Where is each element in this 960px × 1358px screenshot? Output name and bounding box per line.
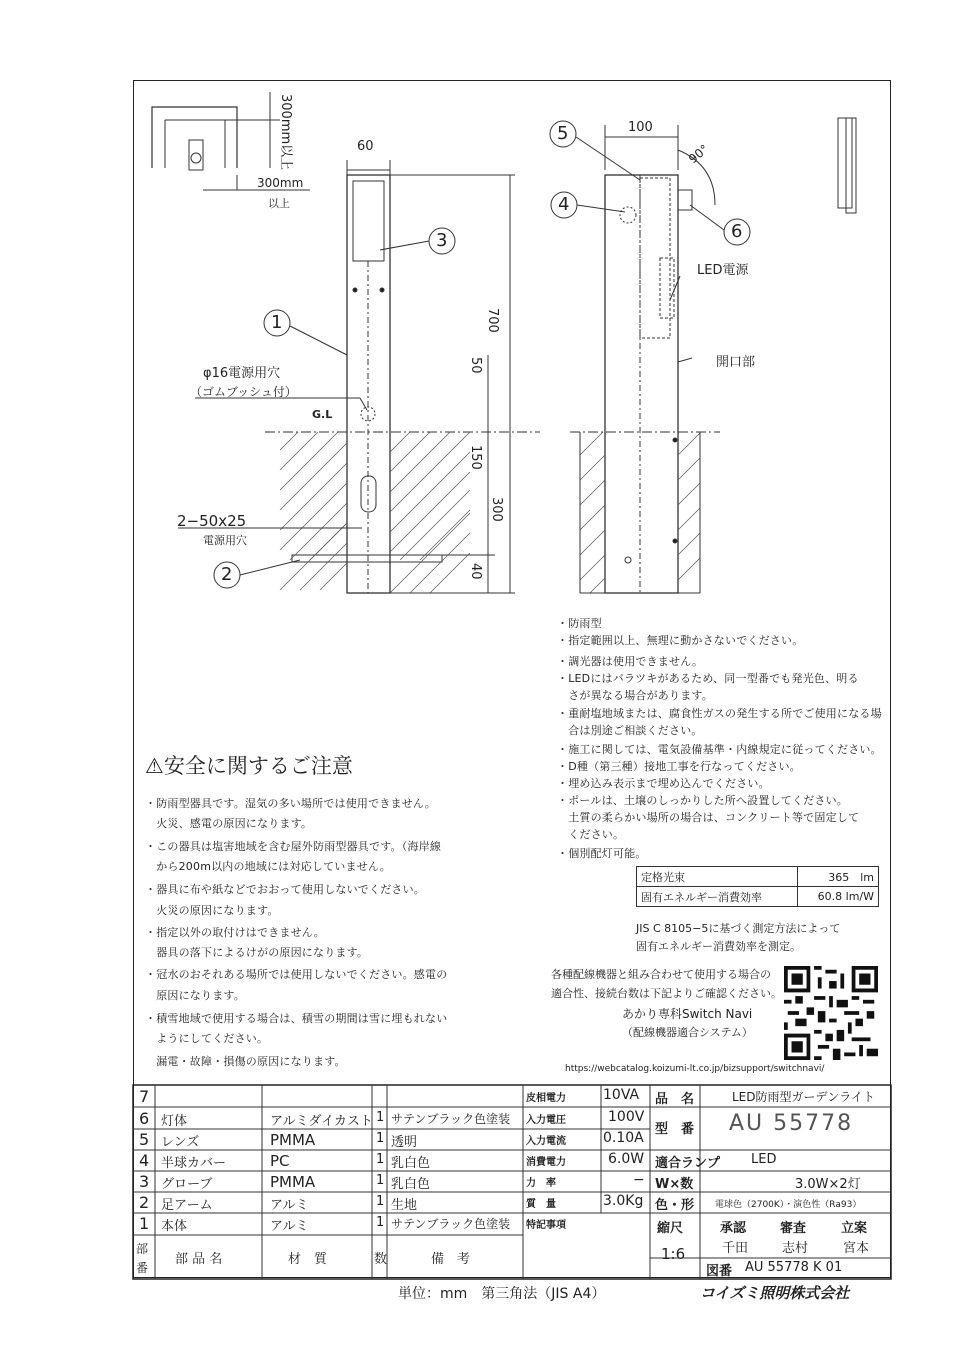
note-line: ・埋め込み表示まで埋め込んでください。 <box>557 777 770 790</box>
switch-url[interactable]: https://webcatalog.koizumi-lt.co.jp/bizsupport/switchnavi/ <box>565 1064 825 1074</box>
elec-label: 質 量 <box>526 1199 556 1210</box>
dim-width-100: 100 <box>628 120 653 135</box>
parts-header-note: 備 考 <box>431 1252 471 1267</box>
drawing-no-value: AU 55778 K 01 <box>745 1260 843 1275</box>
elec-value: 3.0Kg <box>603 1193 644 1209</box>
part-name: グローブ <box>161 1177 213 1192</box>
caution-line: ・器具に布や紙などでおおって使用しないでください。 <box>145 883 425 896</box>
company-name: コイズミ照明株式会社 <box>700 1284 850 1302</box>
spec-row <box>637 887 879 907</box>
color-value: 電球色（2700K）・演色性（Ra93） <box>715 1200 862 1210</box>
note-line: さが異なる場合があります。 <box>557 689 713 702</box>
part-no: 2 <box>139 1193 150 1212</box>
note-line: 土質の柔らかい場所の場合は、コンクリート等で固定して <box>557 811 860 824</box>
note-line: ・施工に関しては、電気設備基準・内線規定に従ってください。 <box>557 743 882 756</box>
note-line: ・防雨型 <box>557 617 602 630</box>
gl-label: G.L <box>312 408 333 421</box>
elec-label: 入力電流 <box>526 1136 566 1147</box>
model-value: AU 55778 <box>729 1111 854 1136</box>
parts-header-name: 部 品 名 <box>175 1252 223 1267</box>
install-clearance-h-sub: 以上 <box>268 197 290 210</box>
review-label: 審査 <box>780 1221 807 1236</box>
angle-90: 90° <box>685 141 712 167</box>
draft-name: 宮本 <box>843 1241 870 1256</box>
switch-line: あかり専科Switch Navi <box>622 1007 753 1021</box>
units-note: 単位：mm 第三角法（JIS A4） <box>398 1286 606 1302</box>
watt-value: 3.0W×2灯 <box>795 1177 861 1192</box>
elec-value: 6.0W <box>608 1151 645 1167</box>
part-no: 5 <box>139 1130 150 1149</box>
qr-code-icon <box>784 966 878 1060</box>
parts-header-no: 部番 <box>136 1242 149 1275</box>
part-qty: 1 <box>376 1152 385 1167</box>
part-material: アルミダイカスト <box>270 1114 373 1129</box>
caution-line: ・指定以外の取付けはできません。 <box>145 926 325 939</box>
parts-header-material: 材 質 <box>288 1252 328 1267</box>
install-clearance-v: 300mm以上 <box>278 94 293 171</box>
elec-label: 消費電力 <box>526 1157 566 1168</box>
spec-value: 60.8 lm/W <box>798 887 879 907</box>
part-no: 6 <box>139 1109 150 1128</box>
part-note: 乳白色 <box>391 1156 431 1171</box>
dim-300: 300 <box>489 497 504 522</box>
caution-line: 器具の落下によるけがの原因になります。 <box>145 946 369 959</box>
spec-label: 固有エネルギー消費効率 <box>637 887 798 907</box>
review-name: 志村 <box>782 1241 809 1256</box>
scale-label: 縮尺 <box>657 1221 684 1236</box>
hole-label: φ16電源用穴 <box>203 366 281 381</box>
part-note: 生地 <box>391 1198 418 1213</box>
hole-sub-label: （ゴムブッシュ付） <box>190 385 297 399</box>
part-name: 本体 <box>161 1219 188 1234</box>
caution-line: ようにしてください。 <box>145 1032 269 1045</box>
approve-name: 千田 <box>722 1241 749 1256</box>
switch-line: （配線機器適合システム） <box>622 1026 753 1039</box>
part-material: PMMA <box>270 1131 316 1149</box>
caution-line: から200m以内の地域には対応していません。 <box>145 860 391 873</box>
callout-3: 3 <box>436 230 448 251</box>
part-no: 7 <box>139 1087 150 1106</box>
part-name: 半球カバー <box>161 1156 227 1171</box>
model-label: 型 番 <box>655 1122 695 1137</box>
caution-line: 火災の原因になります。 <box>145 904 279 917</box>
switch-line: 各種配線機器と組み合わせて使用する場合の <box>551 968 771 981</box>
dim-40: 40 <box>468 563 483 580</box>
note-line: ・LEDにはバラツキがあるため、同一型番でも発光色、明る <box>557 672 859 685</box>
callout-4: 4 <box>558 194 570 215</box>
led-power-label: LED電源 <box>697 263 749 278</box>
caution-line: 原因になります。 <box>145 989 245 1002</box>
elec-label: 力 率 <box>526 1178 556 1189</box>
draft-label: 立案 <box>841 1221 868 1236</box>
elec-value: 100V <box>608 1109 645 1125</box>
part-no: 3 <box>139 1172 150 1191</box>
color-label: 色・形 <box>655 1198 695 1213</box>
title-block <box>133 1085 891 1279</box>
part-material: アルミ <box>270 1219 309 1234</box>
slot-sub-label: 電源用穴 <box>203 534 247 547</box>
approve-label: 承認 <box>720 1221 747 1236</box>
part-material: アルミ <box>270 1198 309 1213</box>
elec-value: − <box>633 1172 645 1188</box>
dim-150: 150 <box>468 445 483 470</box>
scale-value: 1:6 <box>661 1245 686 1263</box>
parts-header-qty: 数 <box>374 1252 388 1267</box>
spec-note: 固有エネルギー消費効率を測定。 <box>636 940 801 953</box>
note-line: ください。 <box>557 828 625 841</box>
spec-value: 365 lm <box>798 867 879 887</box>
elec-label: 特記事項 <box>526 1220 566 1231</box>
spec-table <box>636 866 879 907</box>
dim-width-60: 60 <box>357 139 374 154</box>
caution-line: 漏電・故障・損傷の原因になります。 <box>145 1055 346 1068</box>
note-line: ・ポールは、土壌のしっかりした所へ設置してください。 <box>557 794 848 807</box>
spec-label: 定格光束 <box>637 867 798 887</box>
elec-value: 0.10A <box>603 1130 644 1146</box>
caution-line: ・積雪地域で使用する場合は、積雪の期間は雪に埋もれない <box>145 1012 448 1025</box>
spec-row <box>637 867 879 887</box>
callout-1: 1 <box>271 312 283 333</box>
part-material: PMMA <box>270 1173 316 1191</box>
note-line: ・D種（第三種）接地工事を行なってください。 <box>557 760 801 773</box>
part-qty: 1 <box>376 1194 385 1209</box>
caution-line: 火災、感電の原因になります。 <box>145 817 313 830</box>
note-line: ・個別配灯可能。 <box>557 847 647 860</box>
part-qty: 1 <box>376 1215 385 1230</box>
dim-700: 700 <box>485 308 500 333</box>
elec-value: 10VA <box>603 1087 640 1103</box>
part-note: サテンブラック色塗装 <box>391 1217 511 1231</box>
caution-line: ・防雨型器具です。湿気の多い場所では使用できません。 <box>145 797 436 810</box>
caution-line: ・冠水のおそれある場所では使用しないでください。感電の <box>145 968 448 981</box>
lamp-value: LED <box>751 1152 777 1167</box>
dim-50: 50 <box>468 357 483 374</box>
caution-line: ・この器具は塩害地域を含む屋外防雨型器具です。（海岸線 <box>145 840 442 853</box>
part-no: 1 <box>139 1214 150 1233</box>
product-name-value: LED防雨型ガーデンライト <box>732 1090 875 1104</box>
part-name: 灯体 <box>161 1114 188 1129</box>
part-name: 足アーム <box>161 1198 213 1213</box>
callout-5: 5 <box>557 123 569 144</box>
part-note: サテンブラック色塗装 <box>391 1112 511 1126</box>
elec-label: 入力電圧 <box>526 1115 566 1126</box>
note-line: ・調光器は使用できません。 <box>557 655 704 668</box>
slot-label: 2−50x25 <box>177 512 247 530</box>
part-no: 4 <box>139 1151 150 1170</box>
watt-label: W×数 <box>655 1177 694 1192</box>
lamp-label: 適合ランプ <box>655 1156 721 1171</box>
opening-label: 開口部 <box>716 355 756 370</box>
callout-6: 6 <box>731 221 743 242</box>
part-material: PC <box>270 1152 290 1170</box>
part-qty: 1 <box>376 1110 385 1125</box>
caution-title: ⚠安全に関するご注意 <box>145 754 353 778</box>
part-name: レンズ <box>161 1135 200 1150</box>
elec-label: 皮相電力 <box>526 1093 566 1104</box>
part-note: 乳白色 <box>391 1177 431 1192</box>
part-qty: 1 <box>376 1131 385 1146</box>
part-note: 透明 <box>391 1135 418 1150</box>
note-line: ・重耐塩地域または、腐食性ガスの発生する所でご使用になる場 <box>557 707 882 720</box>
spec-note: JIS C 8105−5に基づく測定方法によって <box>636 922 841 935</box>
install-clearance-h: 300mm <box>257 176 304 190</box>
note-line: 合は別途ご相談ください。 <box>557 724 703 737</box>
part-qty: 1 <box>376 1173 385 1188</box>
product-name-label: 品 名 <box>655 1092 695 1107</box>
drawing-no-label: 図番 <box>706 1264 733 1279</box>
callout-2: 2 <box>221 564 233 585</box>
switch-line: 適合性、接続台数は下記よりご確認ください。 <box>551 987 782 1000</box>
note-line: ・指定範囲以上、無理に動かさないでください。 <box>557 634 804 647</box>
